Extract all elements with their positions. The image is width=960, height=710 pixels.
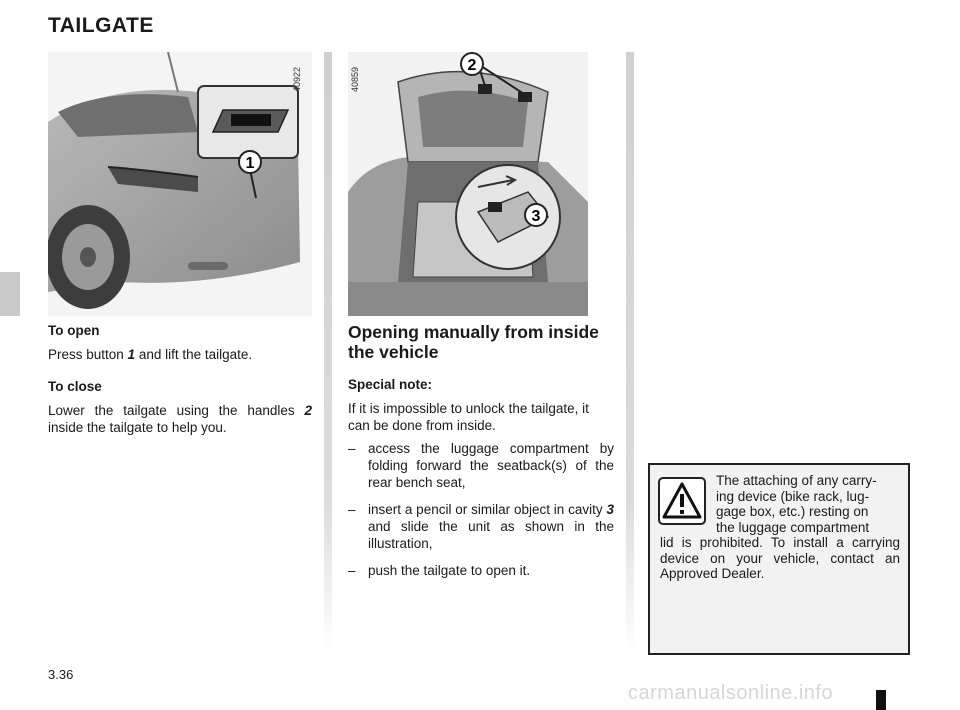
list-item: – insert a pencil or similar object in cavity 3 and slide the unit as shown in the illustration, [348, 502, 614, 551]
list-item: – push the tailgate to open it. [348, 563, 531, 578]
car-rear-illustration [48, 52, 312, 316]
figure-code-right: 40859 [350, 66, 360, 92]
callout-1: 1 [245, 155, 255, 172]
special-note-text: If it is impossible to unlock the tailgate, it can be done from inside. [348, 401, 589, 433]
column-divider-left [324, 52, 332, 652]
callout-3: 3 [531, 208, 541, 225]
column-divider-right [626, 52, 634, 652]
footer-mark [876, 690, 886, 710]
open-tailgate-illustration [348, 52, 588, 316]
special-note-heading: Special note: [348, 377, 433, 392]
figure-code-left: 40922 [292, 66, 302, 92]
callout-2: 2 [467, 57, 477, 74]
steps-list [348, 440, 614, 589]
manual-opening-heading: Opening manually from inside the vehicle [348, 322, 599, 362]
footer-watermark: carmanualsonline.info [628, 682, 834, 704]
page-title: TAILGATE [48, 14, 154, 37]
list-item: – access the luggage compartment by folding forward the seatback(s) of the rear bench seat, [348, 441, 614, 490]
warning-text: The attaching of any carry- ing device (bike rack, lug- gage box, etc.) resting on the luggage compartment lid is prohibited. To install a carrying device on your vehicle, contact an Approved Dealer. [660, 473, 900, 581]
page-number: 3.36 [48, 667, 74, 682]
section-tab-marker [0, 272, 20, 316]
figure-open-tailgate [348, 52, 588, 316]
to-open-text: Press button 1 and lift the tailgate. [48, 347, 253, 362]
to-close-text: Lower the tailgate using the handles 2 inside the tailgate to help you. [48, 403, 312, 435]
to-close-heading: To close [48, 379, 102, 394]
to-open-heading: To open [48, 323, 100, 338]
warning-box [648, 463, 910, 655]
figure-rear-exterior [48, 52, 312, 316]
